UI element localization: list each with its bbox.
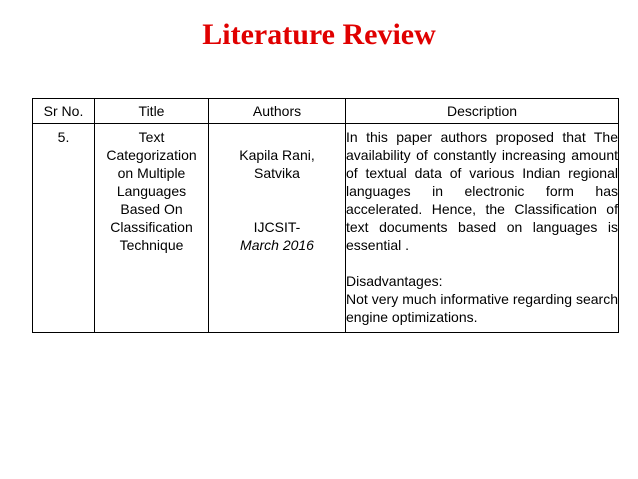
title-line: Text	[138, 129, 165, 145]
title-line: Based On	[120, 201, 183, 217]
sr-no-cell: 5.	[33, 124, 95, 333]
venue-text: IJCSIT-	[253, 219, 301, 235]
author-line: Kapila Rani,	[239, 147, 315, 163]
literature-review-table	[32, 98, 619, 333]
table-row	[33, 124, 619, 333]
table-header-row	[33, 99, 619, 124]
title-line: on Multiple	[117, 165, 186, 181]
spacer	[346, 254, 618, 272]
title-line: Categorization	[106, 147, 197, 163]
disadvantages-label: Disadvantages:	[346, 273, 443, 289]
title-cell	[95, 124, 209, 333]
description-text: In this paper authors proposed that The availability of constantly increasing amount of textual data of various Indian regional languages in electronic form has accelerated. Hence, the Classification of text documents based on languages is essential .	[346, 129, 618, 253]
authors-cell	[209, 124, 346, 333]
description-cell	[346, 124, 619, 333]
spacer	[209, 182, 345, 218]
header-sr-no: Sr No.	[33, 99, 95, 124]
date-text: March 2016	[240, 237, 314, 253]
title-line: Classification	[110, 219, 193, 235]
header-authors: Authors	[209, 99, 346, 124]
header-description: Description	[346, 99, 619, 124]
title-line: Technique	[119, 237, 184, 253]
header-title: Title	[95, 99, 209, 124]
author-line: Satvika	[254, 165, 300, 181]
spacer	[209, 128, 345, 146]
title-line: Languages	[116, 183, 187, 199]
disadvantages-text: Not very much informative regarding search engine optimizations.	[346, 291, 618, 325]
slide-title: Literature Review	[202, 18, 436, 51]
